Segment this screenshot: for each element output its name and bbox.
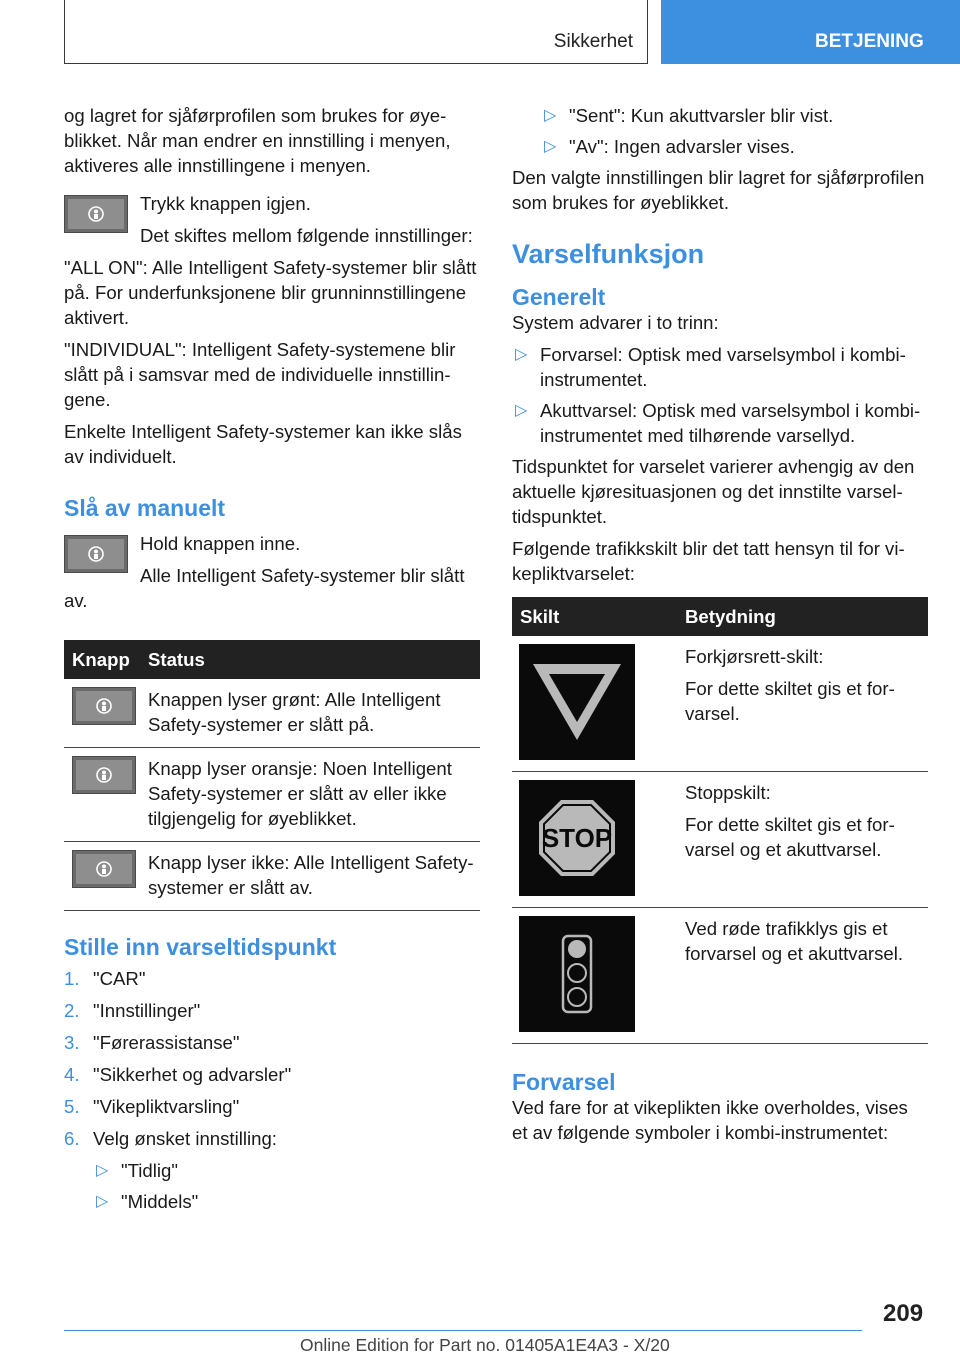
- safety-button-image: [64, 195, 128, 233]
- sign-meaning-text: Ved røde trafikklys gis et forvarsel og et akuttvarsel.: [685, 918, 904, 964]
- heading-manual-off: Slå av manuelt: [64, 495, 226, 521]
- triangle-bullet-icon: ▷: [96, 1162, 109, 1179]
- safety-button-image: [72, 850, 136, 888]
- button-status-table: [64, 640, 480, 911]
- switch-text: Det skiftes mellom følgende innstillinger:: [140, 225, 473, 246]
- list-item: ▷ "Sent": Kun akuttvarsler blir vist.: [544, 105, 834, 126]
- safety-icon: [87, 205, 105, 223]
- header-section-title: Sikkerhet: [553, 31, 633, 52]
- list-item: 6. Velg ønsket innstilling:: [64, 1128, 277, 1149]
- triangle-bullet-icon: ▷: [515, 402, 528, 419]
- page-number: 209: [883, 1300, 924, 1327]
- heading-general: Generelt: [512, 284, 606, 310]
- triangle-bullet-icon: ▷: [544, 138, 557, 155]
- status-text: Knapp lyser oransje: Noen Intelligent Safety-systemer er slått av eller ikke tilgjengelig for øyeblikket.: [148, 748, 480, 842]
- footer-divider: [64, 1330, 862, 1331]
- status-text: Knappen lyser grønt: Alle Intelligent Safety-systemer er slått på.: [148, 679, 480, 748]
- list-item: 2. "Innstillinger": [64, 1000, 201, 1021]
- list-item: 5. "Vikepliktvarsling": [64, 1096, 240, 1117]
- table-row: [512, 772, 928, 908]
- triangle-bullet-icon: ▷: [515, 346, 528, 363]
- sign-meaning-text: For dette skiltet gis et forvarsel.: [685, 678, 895, 724]
- col-header-sign: Skilt: [512, 597, 685, 636]
- safety-button-image: [72, 687, 136, 725]
- traffic-light-image: [519, 916, 635, 1032]
- timing-text: Tidspunktet for varselet varierer avhengig av den aktuelle kjøresituasjonen og det innstilte varseltidspunktet.: [512, 456, 915, 527]
- list-item: 1. "CAR": [64, 968, 146, 989]
- header-chapter-title: BETJENING: [815, 31, 924, 52]
- col-header-meaning: Betydning: [685, 597, 928, 636]
- right-column: [512, 103, 928, 1152]
- two-stages-text: System advarer i to trinn:: [512, 312, 719, 333]
- triangle-bullet-icon: ▷: [544, 107, 557, 124]
- intro-paragraph: og lagret for sjåførprofilen som brukes for øyeblikket. Når man endrer en innstilling i menyen, aktiveres alle innstillingene i menyen.: [64, 105, 451, 176]
- all-on-text: "ALL ON": Alle Intelligent Safety-systemer blir slått på. For underfunksjonene blir grunninnstillingene aktivert.: [64, 257, 477, 328]
- stop-sign-label: STOP: [541, 823, 613, 853]
- yield-sign-image: [519, 644, 635, 760]
- triangle-bullet-icon: ▷: [96, 1193, 109, 1210]
- individual-text: "INDIVIDUAL": Intelligent Safety-systemene blir slått på i samsvar med de individuelle innstillingene.: [64, 339, 456, 410]
- list-item: ▷ "Av": Ingen advarsler vises.: [544, 136, 795, 157]
- header-chapter-tab: [661, 0, 960, 64]
- safety-button-image: [64, 535, 128, 573]
- table-row: [64, 679, 480, 748]
- note-text: Enkelte Intelligent Safety-systemer kan ikke slås av individuelt.: [64, 421, 462, 467]
- list-item: ▷ Akuttvarsel: Optisk med varselsymbol i kombi-instrumentet med tilhørende varsellyd.: [515, 400, 921, 446]
- heading-prewarning: Forvarsel: [512, 1069, 616, 1095]
- table-row: [64, 842, 480, 911]
- safety-icon: [95, 697, 113, 715]
- sign-meaning-title: Forkjørsrett-skilt:: [685, 646, 824, 667]
- sign-meaning-text: For dette skiltet gis et forvarsel og et akuttvarsel.: [685, 814, 895, 860]
- hold-text: Hold knappen inne.: [140, 533, 301, 554]
- safety-icon: [95, 860, 113, 878]
- prewarning-text: Ved fare for at vikeplikten ikke overholdes, vises et av følgende symboler i kombi-instrumentet:: [512, 1097, 908, 1143]
- heading-warning-function: Varselfunksjon: [512, 239, 705, 269]
- list-item: ▷ "Middels": [96, 1191, 199, 1212]
- footer-edition: Online Edition for Part no. 01405A1E4A3 - X/20: [300, 1335, 670, 1355]
- status-text: Knapp lyser ikke: Alle Intelligent Safety-systemer er slått av.: [148, 842, 480, 911]
- sign-table: [512, 597, 928, 1044]
- table-row: [512, 636, 928, 772]
- list-item: 4. "Sikkerhet og advarsler": [64, 1064, 292, 1085]
- signs-intro-text: Følgende trafikkskilt blir det tatt hensyn til for vikepliktvarselet:: [512, 538, 905, 584]
- list-item: ▷ "Tidlig": [96, 1160, 178, 1181]
- header-section-box: [64, 0, 648, 64]
- list-item: 3. "Førerassistanse": [64, 1032, 240, 1053]
- heading-warning-timing: Stille inn varseltidspunkt: [64, 934, 337, 960]
- stop-sign-image: [519, 780, 635, 896]
- left-column: [64, 103, 480, 1220]
- safety-icon: [95, 766, 113, 784]
- sign-meaning-title: Stoppskilt:: [685, 782, 771, 803]
- safety-button-image: [72, 756, 136, 794]
- all-off-text: Alle Intelligent Safety-systemer blir slått av.: [64, 565, 465, 611]
- table-row: [64, 748, 480, 842]
- table-row: [512, 908, 928, 1044]
- saved-text: Den valgte innstillingen blir lagret for sjåførprofilen som brukes for øyeblikket.: [512, 167, 925, 213]
- list-item: ▷ Forvarsel: Optisk med varselsymbol i kombiinstrumentet.: [515, 344, 906, 390]
- press-again-text: Trykk knappen igjen.: [140, 193, 311, 214]
- col-header-button: Knapp: [64, 640, 148, 679]
- safety-icon: [87, 545, 105, 563]
- col-header-status: Status: [148, 640, 480, 679]
